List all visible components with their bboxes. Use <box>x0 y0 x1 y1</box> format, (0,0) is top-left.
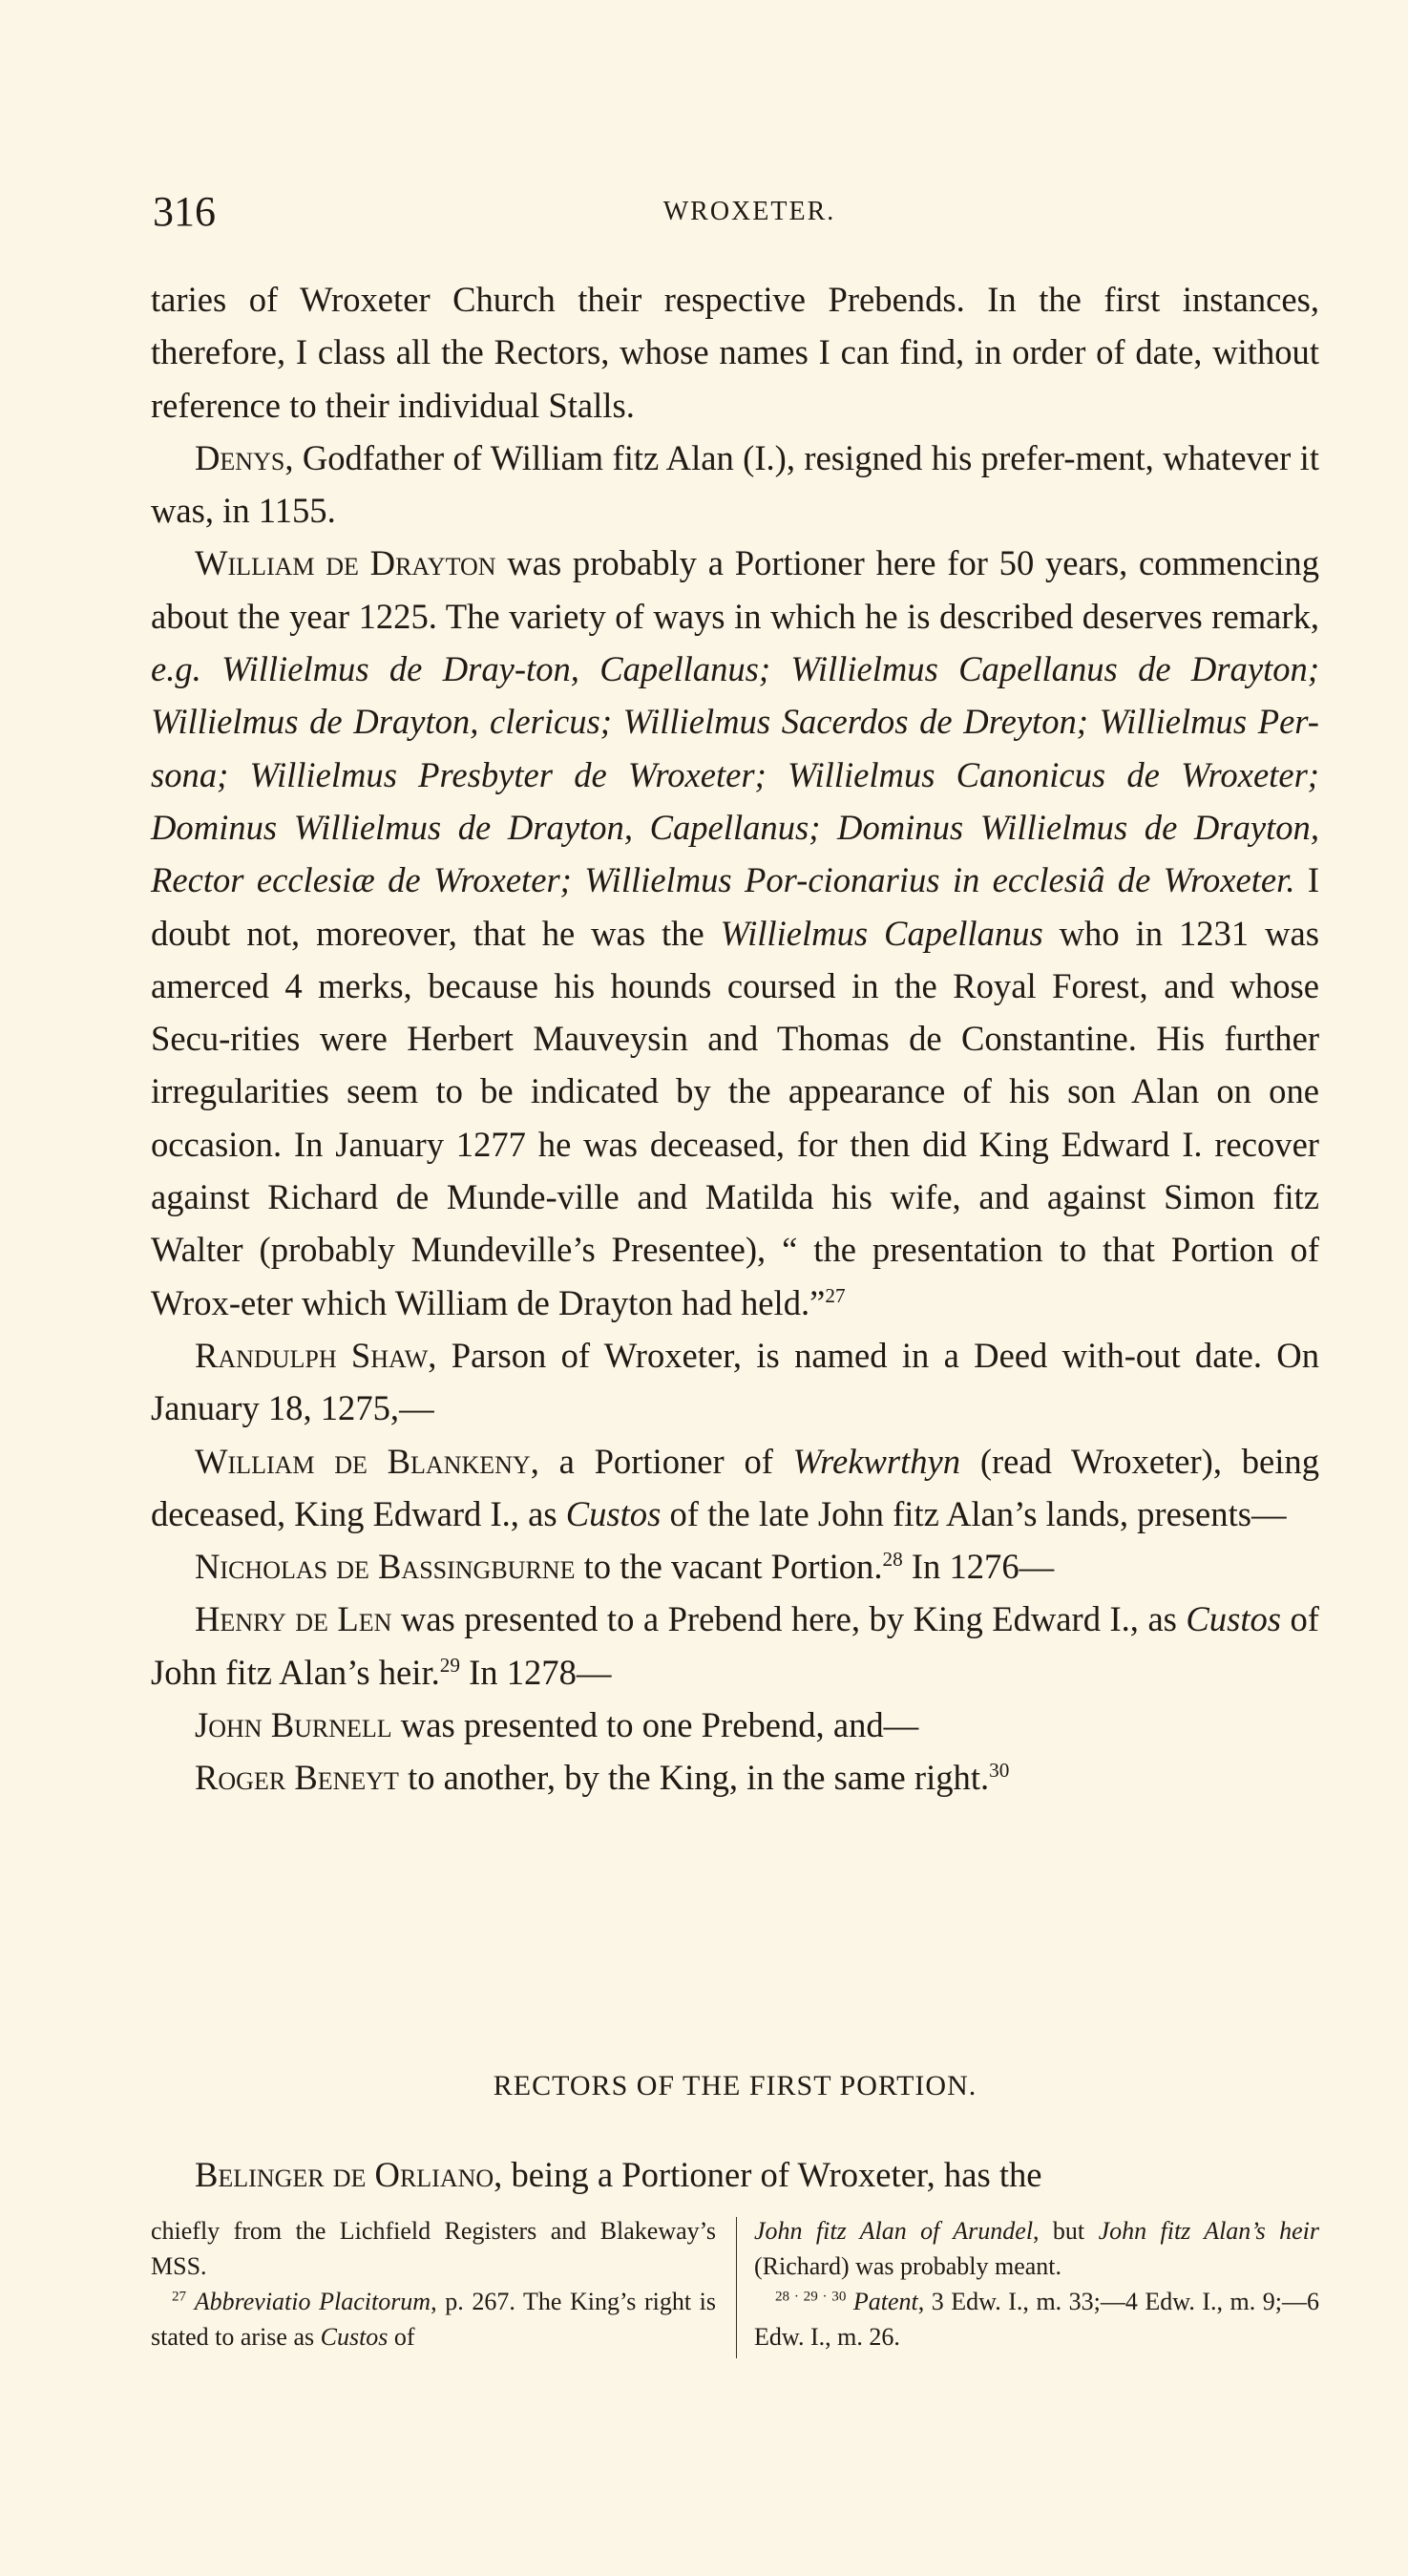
text-run: , p. 267. The King’s right is stated to arise as <box>151 2288 717 2351</box>
text-run <box>846 2288 853 2315</box>
text-run: of the late John fitz Alan’s lands, presents— <box>661 1493 1287 1533</box>
text-run: In 1276— <box>902 1547 1055 1587</box>
paragraph-p5 <box>151 1435 1319 1541</box>
name-smallcaps: Nicholas de Bassingburne <box>195 1547 576 1587</box>
paragraph-p7 <box>151 1593 1319 1699</box>
italic-text: Patent <box>852 2288 918 2315</box>
text-run: who in 1231 was amerced 4 merks, because his hounds coursed in the Royal Forest, and whose Secu-rities were Herbert Mauveysin and Thomas de Constantine. His further irregularities seem to be indicated by the appearance of his son Alan on one occasion. In January 1277 he was deceased, for then did King Edward I. recover against Richard de Munde-ville and Matilda his wife, and against Simon fitz Walter (probably Mundeville’s Presentee), “ the presentation to that Portion of Wrox-eter which William de Drayton had held.” <box>151 913 1319 1322</box>
footnote-ref: 29 <box>439 1653 460 1677</box>
footnote-ref: 27 <box>825 1283 846 1307</box>
text-run: , Parson of Wroxeter, is named in a Deed with-out date. On January 18, 1275,— <box>151 1335 1319 1428</box>
text-run: was presented to a Prebend here, by King Edward I., as <box>391 1599 1187 1639</box>
name-smallcaps: Roger Beneyt <box>195 1758 399 1798</box>
italic-text: Custos <box>320 2323 389 2351</box>
text-run: I doubt not, moreover, that he was the <box>151 860 1319 953</box>
text-run: (read Wroxeter), being deceased, King Edward I., as <box>151 1441 1319 1533</box>
name-smallcaps: Belinger de Orliano <box>195 2154 494 2194</box>
italic-text: e.g. Willielmus de Dray-ton, Capellanus; Willielmus Capellanus de Drayton; Willielmus de Drayton, clericus; Willielmus Sacerdos de Dreyton; Willielmus Per-sona; Willielmus Presbyter de Wroxeter; Willielmus Canonicus de Wroxeter; Dominus Willielmus de Drayton, Capellanus; Dominus Willielmus de Drayton, Rector ecclesiæ de Wroxeter; Willielmus Por-cionarius in ecclesiâ de Wroxeter. <box>151 649 1319 900</box>
text-run: was presented to one Prebend, and— <box>391 1705 919 1745</box>
paragraph-p8 <box>151 1699 1319 1751</box>
italic-text: Wrekwrthyn <box>792 1441 961 1481</box>
name-smallcaps: William de Drayton <box>195 543 496 583</box>
text-run: was probably a Portioner here for 50 years, commencing about the year 1225. The variety of ways in which he is described deserves remark, <box>151 543 1319 636</box>
running-head: WROXETER. <box>662 197 836 226</box>
text-run: taries of Wroxeter Church their respective Prebends. In the first instances, therefore, I class all the Rectors, whose names I can find, in order of date, without reference to their individual Stalls. <box>151 280 1319 425</box>
paragraph-p1 <box>151 273 1319 432</box>
text-run: , 3 Edw. I., m. 33;—4 Edw. I., m. 9;—6 Edw. I., m. 26. <box>754 2288 1320 2351</box>
paragraph-p3 <box>151 537 1319 1328</box>
text-run <box>186 2288 195 2315</box>
text-run: , being a Portioner of Wroxeter, has the <box>494 2154 1042 2194</box>
body-text <box>151 273 1319 1805</box>
italic-text: Willielmus Capellanus <box>720 913 1043 953</box>
name-smallcaps: Denys <box>195 437 285 477</box>
page-header <box>153 187 1308 244</box>
footnote-fnr2 <box>754 2284 1319 2354</box>
footnote-ref: 28 <box>882 1547 903 1571</box>
text-run: , Godfather of William fitz Alan (I.), resigned his prefer-ment, whatever it was, in 1155. <box>151 437 1319 531</box>
paragraph-p2 <box>151 432 1319 538</box>
page-number: 316 <box>153 188 216 235</box>
footnote-fnr1 <box>754 2213 1319 2284</box>
name-smallcaps: John Burnell <box>195 1705 392 1745</box>
text-run: , a Portioner of <box>530 1441 793 1481</box>
text-run: , but <box>1033 2217 1099 2245</box>
footnotes-right-column <box>754 2213 1319 2354</box>
paragraph-p4 <box>151 1329 1319 1435</box>
section-title: RECTORS OF THE FIRST PORTION. <box>493 2070 977 2101</box>
section-paragraph <box>151 2148 1319 2201</box>
text-run: to the vacant Portion. <box>575 1547 883 1587</box>
name-smallcaps: William de Blankeny <box>195 1441 531 1481</box>
text-run: In 1278— <box>459 1652 612 1692</box>
italic-text: Abbreviatio Placitorum <box>194 2288 431 2315</box>
italic-text: John fitz Alan’s heir <box>1098 2217 1320 2245</box>
footnote-fnl1 <box>151 2213 716 2284</box>
paragraph-p6 <box>151 1540 1319 1593</box>
text-run: (Richard) was probably meant. <box>754 2252 1062 2280</box>
paragraph-p9 <box>151 1751 1319 1804</box>
footnote-fnl2 <box>151 2284 716 2354</box>
text-run: chiefly from the Lichfield Registers and Blakeway’s MSS. <box>151 2217 716 2280</box>
text-run: to another, by the King, in the same right. <box>398 1758 990 1798</box>
footnotes-left-column <box>151 2213 716 2354</box>
name-smallcaps: Henry de Len <box>195 1599 392 1639</box>
footnote-column-divider <box>736 2217 737 2358</box>
italic-text: Custos <box>565 1493 662 1533</box>
italic-text: Custos <box>1186 1599 1282 1639</box>
footnotes <box>151 2213 1319 2366</box>
text-run: of John fitz Alan’s heir. <box>151 1599 1319 1692</box>
footnote-ref: 27 <box>172 2289 187 2305</box>
footnote-ref: 28 · 29 · 30 <box>775 2289 847 2305</box>
italic-text: John fitz Alan of Arundel <box>754 2217 1034 2245</box>
name-smallcaps: Randulph Shaw <box>195 1335 429 1375</box>
text-run: of <box>388 2323 415 2351</box>
footnote-ref: 30 <box>989 1759 1010 1783</box>
